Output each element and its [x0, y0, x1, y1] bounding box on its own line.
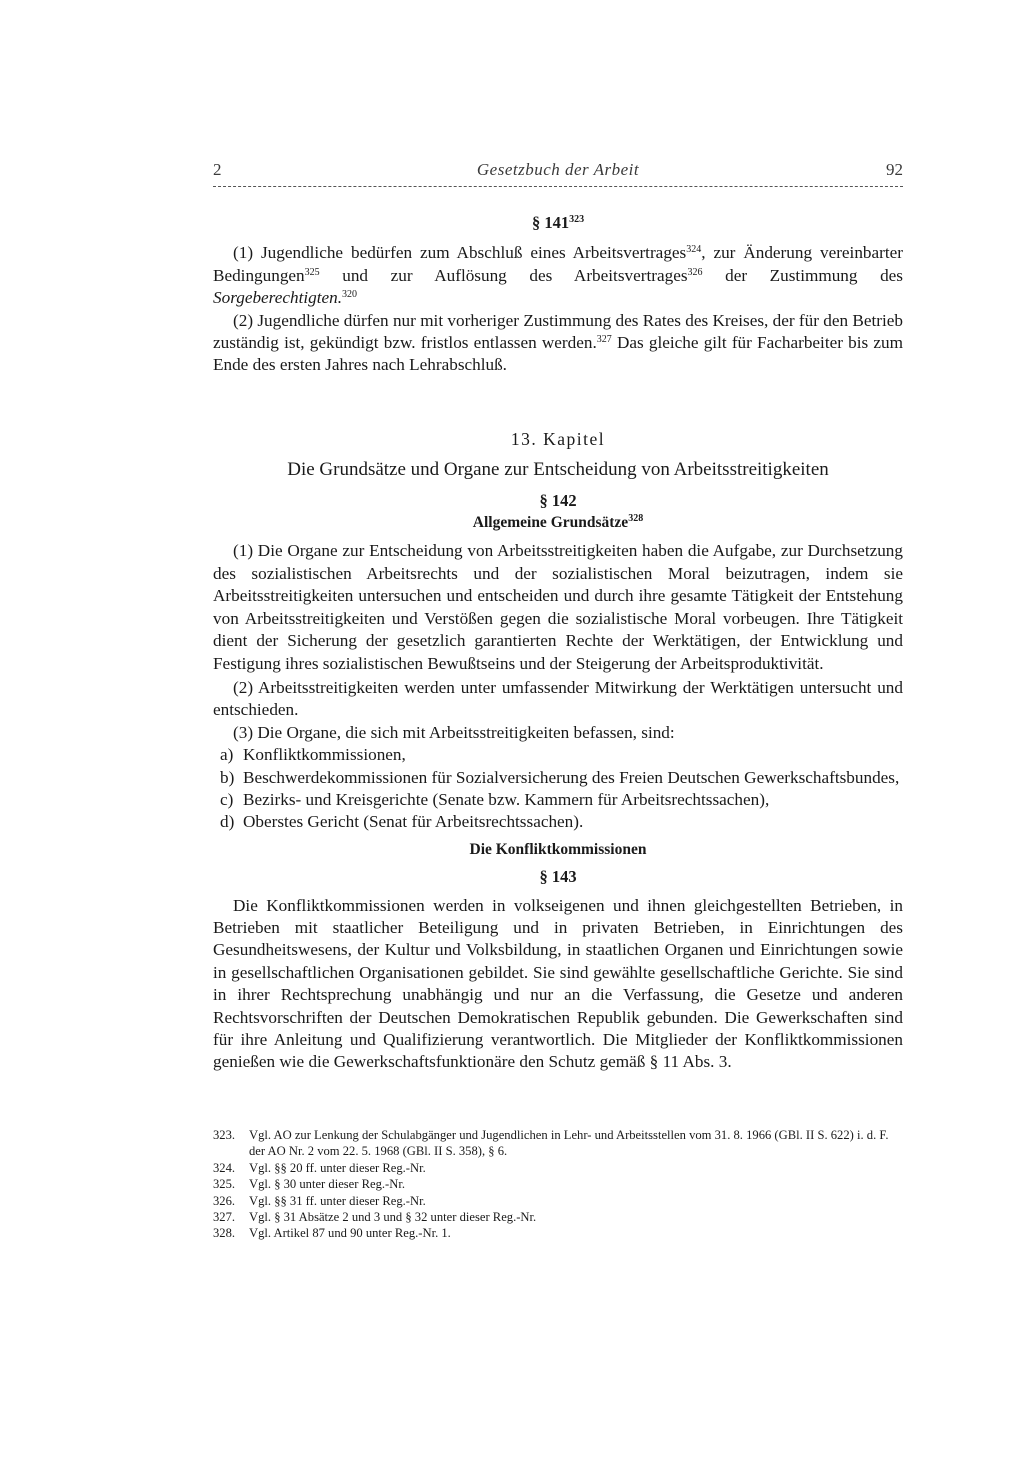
list-item-label: b): [220, 767, 235, 787]
section-142-paragraph-2: (2) Arbeitsstreitigkeiten werden unter umfassender Mitwirkung der Werktätigen untersucht und entschieden.: [213, 677, 903, 720]
section-142-paragraph-1: (1) Die Organe zur Entscheidung von Arbeitsstreitigkeiten haben die Aufgabe, zur Durchsetzung des sozialistischen Arbeitsrechts und der sozialistischen Moral beizutragen, indem sie Arbeitsstreitigkeiten untersuchen und entscheiden und durch ihre gesamte Tätigkeit der Entstehung von Arbeitsstreitigkeiten und Verstößen gegen die sozialistische Moral vorbeugen. Ihre Tätigkeit dient der Sicherung der gesetzlich garantierten Rechte der Werktätigen, der Entwicklung und Festigung ihres sozialistischen Bewußtseins und der Steigerung der Arbeitsproduktivität.: [213, 541, 903, 673]
footnote-ref: 326: [687, 266, 703, 278]
footnote-number: 326.: [213, 1193, 236, 1208]
footnote-number: 324.: [213, 1160, 236, 1175]
chapter-label: 13. Kapitel: [510, 428, 606, 449]
footnote-ref: 324: [686, 244, 702, 256]
footnote-ref: 320: [342, 289, 358, 301]
footnote-number: 328.: [213, 1226, 236, 1241]
list-item-text: Konfliktkommissionen,: [243, 745, 406, 765]
register-number: 2: [213, 160, 222, 179]
main-text: [213, 212, 903, 1074]
list-item-text: Bezirks- und Kreisgerichte (Senate bzw. Kammern für Arbeitsrechtssachen),: [243, 789, 770, 809]
organs-list: [213, 744, 903, 834]
footnote-text: Vgl. §§ 20 ff. unter dieser Reg.-Nr.: [249, 1160, 426, 1175]
list-item: [213, 767, 903, 789]
footnote-text: Vgl. Artikel 87 und 90 unter Reg.-Nr. 1.: [249, 1226, 451, 1241]
footnote: [213, 1127, 903, 1160]
list-item: [213, 744, 903, 766]
page-number: 92: [886, 160, 903, 179]
footnote-number: 327.: [213, 1210, 236, 1225]
list-item-label: d): [220, 812, 235, 832]
footnote: [213, 1193, 903, 1209]
section-141-paragraph-1: [213, 242, 903, 309]
section-141-paragraph-2: [213, 310, 903, 377]
list-item-text: Oberstes Gericht (Senat für Arbeitsrechtssachen).: [243, 812, 584, 832]
section-143-paragraph: Die Konfliktkommissionen werden in volkseigenen und ihnen gleichgestellten Betrieben, in Betrieben mit staatlicher Beteiligung und in privaten Betrieben, in Einrichtungen des Gesundheitswesens, der Kultur und Volksbildung, in staatlichen Organen und Einrichtungen sowie in gesellschaftlichen Organisationen gebildet. Sie sind gewählte gesellschaftliche Gerichte. Sie sind in ihrer Rechtsprechung unabhängig und nur an die Verfassung, die Gesetze und anderen Rechtsvorschriften der Deutschen Demokratischen Republik gebunden. Die Gewerkschaften sind für ihre Anleitung und Qualifizierung verantwortlich. Die Mitglieder der Konfliktkommissionen genießen wie die Gewerkschaftsfunktionäre den Schutz gemäß § 11 Abs. 3.: [213, 895, 903, 1072]
subtitle-text: Allgemeine Grundsätze: [472, 514, 629, 532]
footnote-ref-323: 323: [569, 214, 585, 225]
footnote: [213, 1160, 903, 1176]
footnote: [213, 1176, 903, 1192]
section-143-heading: § 143: [539, 867, 577, 887]
paragraph-text: (1) Jugendliche bedürfen zum Abschluß eines Arbeitsvertrages: [233, 243, 687, 263]
footnote-text: Vgl. § 30 unter dieser Reg.-Nr.: [249, 1177, 405, 1192]
running-head: [213, 160, 903, 184]
header-rule: [213, 186, 903, 187]
footnote-text: Vgl. AO zur Lenkung der Schulabgänger und Jugendlichen in Lehr- und Arbeitsstellen vom 31. 8. 1966 (GBl. II S. 622) i. d. F. der AO Nr. 2 vom 22. 5. 1968 (GBl. II S. 358), § 6.: [249, 1128, 889, 1159]
paragraph-text: der Zustimmung des: [702, 265, 903, 285]
footnote-text: Vgl. §§ 31 ff. unter dieser Reg.-Nr.: [249, 1193, 426, 1208]
list-item: [213, 811, 903, 833]
paragraph-italic-text: Sorgeberechtigten.: [213, 288, 343, 308]
konfliktkommissionen-heading: Die Konfliktkommissionen: [469, 840, 647, 858]
section-141-number: § 141: [531, 213, 570, 232]
paragraph-text: (2) Jugendliche dürfen nur mit vorheriger Zustimmung des Rates des Kreises, der für den Betrieb zuständig ist, gekündigt bzw. fristlos entlassen werden.: [213, 310, 903, 353]
section-142-subtitle: [213, 512, 903, 534]
footnote: [213, 1209, 903, 1225]
section-142-heading: § 142: [539, 490, 577, 510]
list-item: [213, 789, 903, 811]
footnote-number: 323.: [213, 1128, 236, 1142]
list-item-label: c): [220, 789, 234, 809]
footnote: [213, 1225, 903, 1241]
chapter-title: Die Grundsätze und Organe zur Entscheidung von Arbeitsstreitigkeiten: [287, 459, 829, 481]
section-142-paragraph-3: (3) Die Organe, die sich mit Arbeitsstreitigkeiten befassen, sind:: [233, 722, 675, 742]
paragraph-text: , zur Änderung vereinbarter Bedingungen: [213, 243, 903, 285]
footnote-ref-328: 328: [628, 513, 644, 525]
list-item-text: Beschwerdekommissionen für Sozialversicherung des Freien Deutschen Gewerkschaftsbundes,: [243, 767, 900, 787]
section-141-heading: [213, 212, 903, 234]
footnote-ref: 327: [596, 334, 612, 346]
book-title: Gesetzbuch der Arbeit: [476, 160, 640, 179]
paragraph-text: Das gleiche gilt für Facharbeiter bis zum Ende des ersten Jahres nach Lehrabschluß.: [213, 333, 903, 375]
footnotes: [213, 1127, 903, 1242]
list-item-label: a): [220, 745, 234, 765]
paragraph-text: und zur Auflösung des Arbeitsvertrages: [319, 265, 688, 285]
footnote-number: 325.: [213, 1177, 236, 1192]
footnote-text: Vgl. § 31 Absätze 2 und 3 und § 32 unter dieser Reg.-Nr.: [249, 1210, 537, 1225]
footnote-ref: 325: [304, 266, 320, 278]
